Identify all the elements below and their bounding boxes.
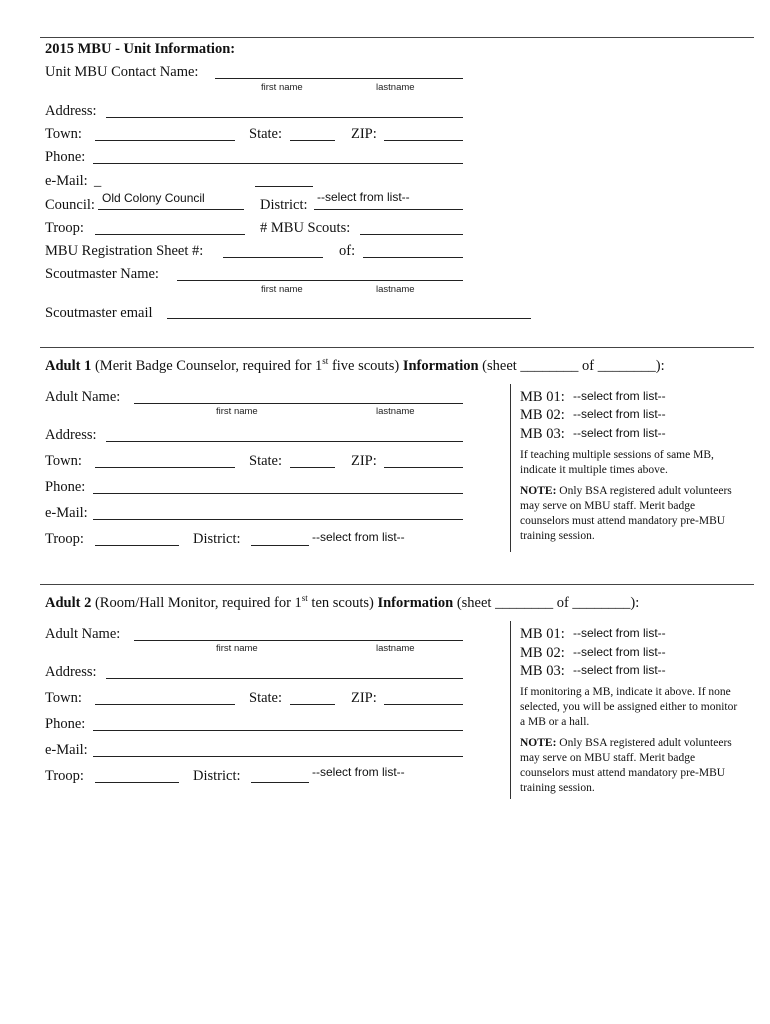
adult2-mb03-select[interactable]: --select from list-- [573, 663, 666, 677]
adult2-mb03-label: MB 03: [520, 663, 565, 679]
adult1-title-desc2: five scouts) [328, 357, 400, 374]
adult1-address-label: Address: [45, 427, 97, 443]
adult2-town-field[interactable] [95, 704, 235, 705]
mbu-scouts-field[interactable] [360, 234, 463, 235]
adult1-note-bold: NOTE: [520, 485, 557, 497]
last-name-hint: lastname [376, 284, 415, 295]
adult1-state-field[interactable] [290, 467, 335, 468]
unit-section-title: 2015 MBU - Unit Information: [45, 41, 236, 57]
town-field[interactable] [95, 140, 235, 141]
adult1-note [520, 484, 740, 544]
adult1-troop-label: Troop: [45, 531, 84, 547]
adult2-note-bold: NOTE: [520, 737, 557, 749]
council-select[interactable]: Old Colony Council [102, 191, 205, 205]
email-value[interactable]: _ [94, 173, 102, 189]
adult2-district-select[interactable]: --select from list-- [312, 765, 405, 779]
adult2-title-info: Information [377, 594, 454, 611]
adult1-address-field[interactable] [106, 441, 463, 442]
adult1-email-field[interactable] [93, 519, 463, 520]
address-field[interactable] [106, 117, 463, 118]
adult1-district-label: District: [193, 531, 241, 547]
email-field[interactable] [255, 186, 313, 187]
adult1-title-sheet[interactable]: (sheet ________ of ________): [482, 357, 665, 374]
adult2-title-desc2: ten scouts) [307, 594, 374, 611]
adult1-district-field[interactable] [251, 545, 309, 546]
adult1-town-field[interactable] [95, 467, 235, 468]
first-name-hint: first name [216, 406, 258, 417]
contact-name-label: Unit MBU Contact Name: [45, 64, 199, 80]
town-label: Town: [45, 126, 82, 142]
adult1-zip-field[interactable] [384, 467, 463, 468]
adult2-phone-field[interactable] [93, 730, 463, 731]
adult2-address-field[interactable] [106, 678, 463, 679]
phone-field[interactable] [93, 163, 463, 164]
adult2-divider [40, 584, 754, 585]
state-label: State: [249, 126, 283, 142]
adult2-mb01-select[interactable]: --select from list-- [573, 626, 666, 640]
adult1-section-title [45, 352, 665, 375]
last-name-hint: lastname [376, 643, 415, 654]
zip-label: ZIP: [351, 126, 377, 142]
adult2-title-sup: st [301, 593, 308, 603]
adult1-phone-field[interactable] [93, 493, 463, 494]
last-name-hint: lastname [376, 406, 415, 417]
scoutmaster-email-label: Scoutmaster email [45, 305, 153, 321]
adult1-mb01-label: MB 01: [520, 389, 565, 405]
adult1-mb03-label: MB 03: [520, 426, 565, 442]
adult1-note-text: Only BSA registered adult volunteers may serve on MBU staff. Merit badge counselors must attend mandatory pre-MBU training session. [520, 485, 732, 542]
first-name-hint: first name [261, 82, 303, 93]
reg-sheet-label: MBU Registration Sheet #: [45, 243, 204, 259]
adult1-side-divider [510, 384, 511, 552]
adult1-title-info: Information [402, 357, 479, 374]
adult2-mb01-label: MB 01: [520, 626, 565, 642]
first-name-hint: first name [261, 284, 303, 295]
adult1-mb02-select[interactable]: --select from list-- [573, 407, 666, 421]
adult2-email-field[interactable] [93, 756, 463, 757]
adult1-title-bold: Adult 1 [45, 357, 92, 374]
district-label: District: [260, 197, 308, 213]
adult1-divider [40, 347, 754, 348]
adult2-state-field[interactable] [290, 704, 335, 705]
adult2-title-sheet[interactable]: (sheet ________ of ________): [456, 594, 640, 611]
adult2-side-divider [510, 621, 511, 799]
adult1-name-field[interactable] [134, 403, 463, 404]
council-field[interactable] [98, 209, 244, 210]
top-divider [40, 37, 754, 38]
adult2-phone-label: Phone: [45, 716, 86, 732]
adult2-town-label: Town: [45, 690, 82, 706]
scoutmaster-label: Scoutmaster Name: [45, 266, 159, 282]
phone-label: Phone: [45, 149, 86, 165]
adult2-troop-field[interactable] [95, 782, 179, 783]
reg-sheet-field[interactable] [223, 257, 323, 258]
adult1-town-label: Town: [45, 453, 82, 469]
adult2-mb02-select[interactable]: --select from list-- [573, 645, 666, 659]
adult1-title-desc: (Merit Badge Counselor, required for 1 [94, 357, 323, 374]
mbu-scouts-label: # MBU Scouts: [260, 220, 351, 236]
adult2-name-label: Adult Name: [45, 626, 121, 642]
state-field[interactable] [290, 140, 335, 141]
adult2-address-label: Address: [45, 664, 97, 680]
adult2-email-label: e-Mail: [45, 742, 88, 758]
scoutmaster-field[interactable] [177, 280, 463, 281]
adult1-state-label: State: [249, 453, 283, 469]
adult2-note-text: Only BSA registered adult volunteers may serve on MBU staff. Merit badge counselors must attend mandatory pre-MBU training session. [520, 737, 732, 794]
adult2-district-label: District: [193, 768, 241, 784]
contact-name-field[interactable] [215, 78, 463, 79]
adult2-note [520, 736, 740, 796]
adult1-mb01-select[interactable]: --select from list-- [573, 389, 666, 403]
adult1-mb03-select[interactable]: --select from list-- [573, 426, 666, 440]
council-label: Council: [45, 197, 95, 213]
adult2-troop-label: Troop: [45, 768, 84, 784]
adult2-mb02-label: MB 02: [520, 645, 565, 661]
scoutmaster-email-field[interactable] [167, 318, 531, 319]
adult1-title-sup: st [322, 356, 329, 366]
email-label: e-Mail: [45, 173, 88, 189]
adult1-email-label: e-Mail: [45, 505, 88, 521]
adult2-title-bold: Adult 2 [45, 594, 92, 611]
adult2-zip-field[interactable] [384, 704, 463, 705]
zip-field[interactable] [384, 140, 463, 141]
troop-field[interactable] [95, 234, 245, 235]
adult2-zip-label: ZIP: [351, 690, 377, 706]
adult2-district-field[interactable] [251, 782, 309, 783]
adult1-mb02-label: MB 02: [520, 407, 565, 423]
troop-label: Troop: [45, 220, 84, 236]
adult2-hint-text: If monitoring a MB, indicate it above. If none selected, you will be assigned either to monitor a MB or a hall. [520, 686, 738, 728]
district-field[interactable] [314, 209, 463, 210]
reg-of-label: of: [339, 243, 356, 259]
adult2-title-desc: (Room/Hall Monitor, required for 1 [94, 594, 302, 611]
adult2-name-field[interactable] [134, 640, 463, 641]
adult1-district-select[interactable]: --select from list-- [312, 530, 405, 544]
last-name-hint: lastname [376, 82, 415, 93]
adult1-hint-text: If teaching multiple sessions of same MB, indicate it multiple times above. [520, 449, 714, 476]
adult1-name-label: Adult Name: [45, 389, 121, 405]
adult2-section-title [45, 589, 639, 612]
first-name-hint: first name [216, 643, 258, 654]
district-select[interactable]: --select from list-- [317, 190, 410, 204]
address-label: Address: [45, 103, 97, 119]
adult1-troop-field[interactable] [95, 545, 179, 546]
adult1-zip-label: ZIP: [351, 453, 377, 469]
adult2-state-label: State: [249, 690, 283, 706]
reg-of-field[interactable] [363, 257, 463, 258]
adult1-phone-label: Phone: [45, 479, 86, 495]
